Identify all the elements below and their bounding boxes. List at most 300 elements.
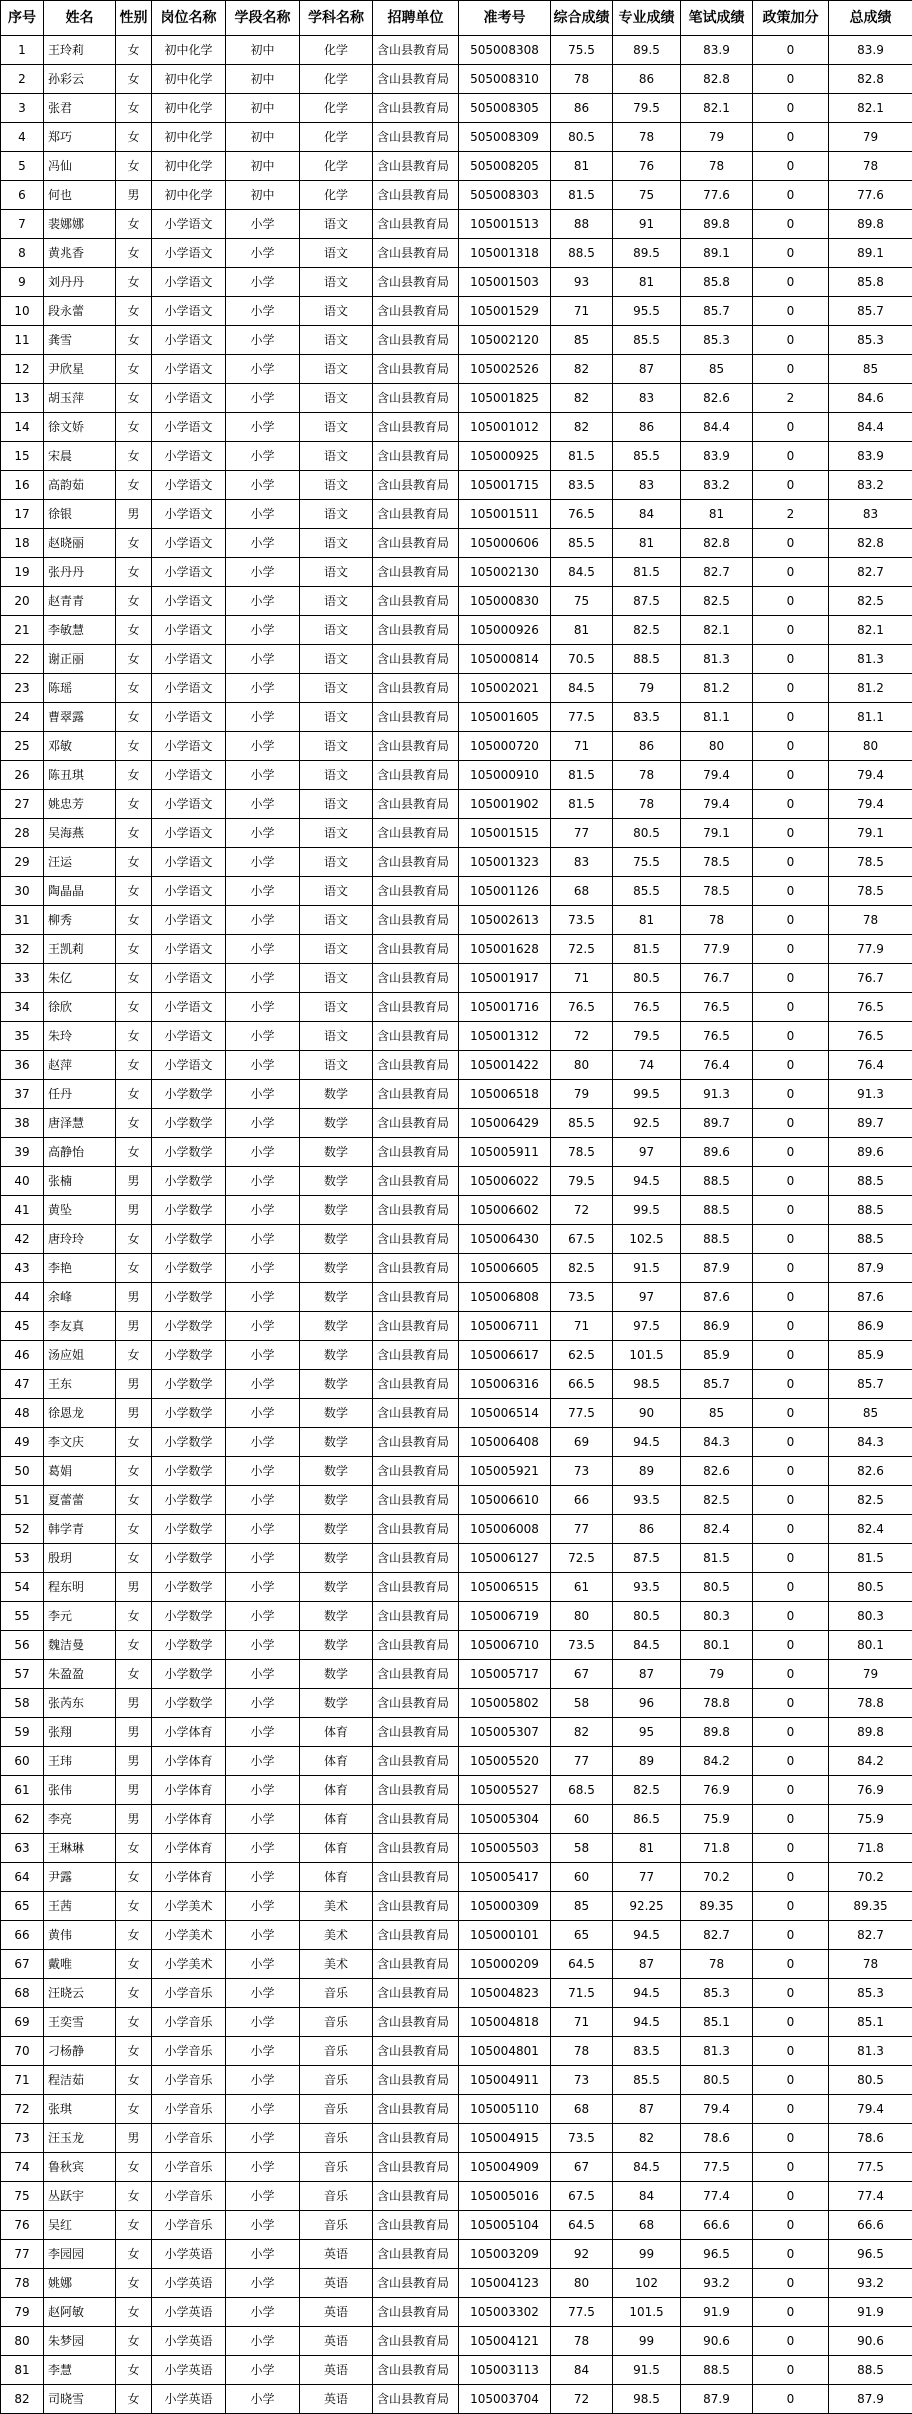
gender-cell: 女 xyxy=(116,2182,152,2211)
name-cell: 李友真 xyxy=(44,1312,116,1341)
employer-cell: 含山县教育局 xyxy=(373,1718,459,1747)
total-score-cell: 89.6 xyxy=(829,1138,912,1167)
written-score-cell: 82.7 xyxy=(681,558,753,587)
employer-cell: 含山县教育局 xyxy=(373,1196,459,1225)
exam-number-cell: 105000309 xyxy=(459,1892,551,1921)
employer-cell: 含山县教育局 xyxy=(373,616,459,645)
position-cell: 小学语文 xyxy=(152,1051,226,1080)
position-cell: 初中化学 xyxy=(152,123,226,152)
stage-cell: 小学 xyxy=(226,326,300,355)
exam-number-cell: 105001513 xyxy=(459,210,551,239)
position-cell: 小学数学 xyxy=(152,1109,226,1138)
subject-cell: 数学 xyxy=(300,1080,373,1109)
stage-cell: 小学 xyxy=(226,1312,300,1341)
policy-bonus-cell: 0 xyxy=(753,1254,829,1283)
professional-score-cell: 84.5 xyxy=(613,2153,681,2182)
index-cell: 35 xyxy=(1,1022,44,1051)
stage-cell: 小学 xyxy=(226,993,300,1022)
exam-number-cell: 105005304 xyxy=(459,1805,551,1834)
position-cell: 小学语文 xyxy=(152,732,226,761)
stage-cell: 小学 xyxy=(226,1080,300,1109)
general-score-cell: 78 xyxy=(551,65,613,94)
index-cell: 24 xyxy=(1,703,44,732)
name-cell: 王凯莉 xyxy=(44,935,116,964)
index-cell: 75 xyxy=(1,2182,44,2211)
position-cell: 小学英语 xyxy=(152,2298,226,2327)
exam-number-cell: 105006605 xyxy=(459,1254,551,1283)
employer-cell: 含山县教育局 xyxy=(373,1080,459,1109)
position-cell: 小学数学 xyxy=(152,1660,226,1689)
name-cell: 丛跃宇 xyxy=(44,2182,116,2211)
position-cell: 小学语文 xyxy=(152,326,226,355)
stage-cell: 小学 xyxy=(226,877,300,906)
table-row xyxy=(1,1080,912,1109)
name-cell: 韩学青 xyxy=(44,1515,116,1544)
name-cell: 朱梦园 xyxy=(44,2327,116,2356)
employer-cell: 含山县教育局 xyxy=(373,239,459,268)
subject-cell: 英语 xyxy=(300,2385,373,2414)
position-cell: 小学数学 xyxy=(152,1283,226,1312)
employer-cell: 含山县教育局 xyxy=(373,964,459,993)
stage-cell: 小学 xyxy=(226,645,300,674)
table-row xyxy=(1,732,912,761)
employer-cell: 含山县教育局 xyxy=(373,906,459,935)
name-cell: 曹翠露 xyxy=(44,703,116,732)
exam-number-cell: 105004915 xyxy=(459,2124,551,2153)
professional-score-cell: 102.5 xyxy=(613,1225,681,1254)
professional-score-cell: 99.5 xyxy=(613,1196,681,1225)
exam-number-cell: 105001312 xyxy=(459,1022,551,1051)
index-cell: 48 xyxy=(1,1399,44,1428)
written-score-cell: 89.8 xyxy=(681,210,753,239)
subject-cell: 英语 xyxy=(300,2327,373,2356)
stage-cell: 小学 xyxy=(226,442,300,471)
total-score-cell: 75.9 xyxy=(829,1805,912,1834)
stage-cell: 小学 xyxy=(226,1254,300,1283)
exam-number-cell: 105001515 xyxy=(459,819,551,848)
gender-cell: 女 xyxy=(116,1544,152,1573)
written-score-cell: 80.1 xyxy=(681,1631,753,1660)
written-score-cell: 85.7 xyxy=(681,297,753,326)
professional-score-cell: 81 xyxy=(613,529,681,558)
gender-cell: 女 xyxy=(116,152,152,181)
total-score-cell: 83.9 xyxy=(829,36,912,65)
name-cell: 刁杨静 xyxy=(44,2037,116,2066)
general-score-cell: 78.5 xyxy=(551,1138,613,1167)
index-cell: 58 xyxy=(1,1689,44,1718)
table-row xyxy=(1,2298,912,2327)
exam-number-cell: 105005307 xyxy=(459,1718,551,1747)
gender-cell: 女 xyxy=(116,1921,152,1950)
general-score-cell: 81 xyxy=(551,152,613,181)
policy-bonus-cell: 0 xyxy=(753,471,829,500)
gender-cell: 女 xyxy=(116,1486,152,1515)
written-score-cell: 81 xyxy=(681,500,753,529)
written-score-cell: 82.1 xyxy=(681,94,753,123)
policy-bonus-cell: 0 xyxy=(753,1950,829,1979)
stage-cell: 小学 xyxy=(226,964,300,993)
subject-cell: 美术 xyxy=(300,1921,373,1950)
written-score-cell: 76.5 xyxy=(681,993,753,1022)
professional-score-cell: 79 xyxy=(613,674,681,703)
gender-cell: 女 xyxy=(116,2153,152,2182)
stage-cell: 初中 xyxy=(226,152,300,181)
written-score-cell: 78 xyxy=(681,152,753,181)
total-score-cell: 93.2 xyxy=(829,2269,912,2298)
table-row xyxy=(1,2153,912,2182)
total-score-cell: 81.5 xyxy=(829,1544,912,1573)
exam-number-cell: 105006408 xyxy=(459,1428,551,1457)
stage-cell: 初中 xyxy=(226,94,300,123)
professional-score-cell: 85.5 xyxy=(613,877,681,906)
total-score-cell: 80.5 xyxy=(829,1573,912,1602)
index-cell: 74 xyxy=(1,2153,44,2182)
general-score-cell: 73 xyxy=(551,2066,613,2095)
gender-cell: 女 xyxy=(116,326,152,355)
gender-cell: 女 xyxy=(116,2385,152,2414)
stage-cell: 小学 xyxy=(226,355,300,384)
policy-bonus-cell: 0 xyxy=(753,2153,829,2182)
position-cell: 小学语文 xyxy=(152,587,226,616)
policy-bonus-cell: 0 xyxy=(753,529,829,558)
policy-bonus-cell: 0 xyxy=(753,1341,829,1370)
position-cell: 小学语文 xyxy=(152,964,226,993)
subject-cell: 数学 xyxy=(300,1660,373,1689)
subject-cell: 美术 xyxy=(300,1892,373,1921)
subject-cell: 音乐 xyxy=(300,2095,373,2124)
policy-bonus-cell: 0 xyxy=(753,1051,829,1080)
policy-bonus-cell: 0 xyxy=(753,1225,829,1254)
exam-number-cell: 105002021 xyxy=(459,674,551,703)
policy-bonus-cell: 2 xyxy=(753,500,829,529)
index-cell: 39 xyxy=(1,1138,44,1167)
subject-cell: 数学 xyxy=(300,1515,373,1544)
exam-number-cell: 105000720 xyxy=(459,732,551,761)
position-cell: 小学音乐 xyxy=(152,2153,226,2182)
general-score-cell: 66 xyxy=(551,1486,613,1515)
subject-cell: 语文 xyxy=(300,616,373,645)
header-name: 姓名 xyxy=(44,1,116,36)
general-score-cell: 72 xyxy=(551,2385,613,2414)
general-score-cell: 82 xyxy=(551,384,613,413)
name-cell: 朱亿 xyxy=(44,964,116,993)
general-score-cell: 82.5 xyxy=(551,1254,613,1283)
stage-cell: 小学 xyxy=(226,558,300,587)
subject-cell: 化学 xyxy=(300,152,373,181)
employer-cell: 含山县教育局 xyxy=(373,1312,459,1341)
employer-cell: 含山县教育局 xyxy=(373,2327,459,2356)
exam-number-cell: 105000209 xyxy=(459,1950,551,1979)
gender-cell: 女 xyxy=(116,877,152,906)
position-cell: 小学美术 xyxy=(152,1950,226,1979)
total-score-cell: 71.8 xyxy=(829,1834,912,1863)
professional-score-cell: 80.5 xyxy=(613,1602,681,1631)
exam-number-cell: 105006710 xyxy=(459,1631,551,1660)
position-cell: 小学数学 xyxy=(152,1486,226,1515)
general-score-cell: 66.5 xyxy=(551,1370,613,1399)
table-row xyxy=(1,703,912,732)
professional-score-cell: 84 xyxy=(613,500,681,529)
gender-cell: 女 xyxy=(116,1950,152,1979)
written-score-cell: 76.5 xyxy=(681,1022,753,1051)
name-cell: 唐玲玲 xyxy=(44,1225,116,1254)
employer-cell: 含山县教育局 xyxy=(373,1573,459,1602)
policy-bonus-cell: 0 xyxy=(753,848,829,877)
general-score-cell: 88 xyxy=(551,210,613,239)
professional-score-cell: 89 xyxy=(613,1457,681,1486)
employer-cell: 含山县教育局 xyxy=(373,2124,459,2153)
written-score-cell: 79.4 xyxy=(681,2095,753,2124)
employer-cell: 含山县教育局 xyxy=(373,355,459,384)
policy-bonus-cell: 0 xyxy=(753,2182,829,2211)
table-row xyxy=(1,1979,912,2008)
general-score-cell: 88.5 xyxy=(551,239,613,268)
total-score-cell: 85.3 xyxy=(829,1979,912,2008)
name-cell: 夏蕾蕾 xyxy=(44,1486,116,1515)
position-cell: 小学体育 xyxy=(152,1805,226,1834)
stage-cell: 小学 xyxy=(226,1167,300,1196)
gender-cell: 女 xyxy=(116,384,152,413)
general-score-cell: 64.5 xyxy=(551,1950,613,1979)
exam-number-cell: 105000606 xyxy=(459,529,551,558)
written-score-cell: 78.5 xyxy=(681,877,753,906)
total-score-cell: 81.1 xyxy=(829,703,912,732)
exam-number-cell: 105005503 xyxy=(459,1834,551,1863)
professional-score-cell: 91 xyxy=(613,210,681,239)
employer-cell: 含山县教育局 xyxy=(373,848,459,877)
name-cell: 殷玥 xyxy=(44,1544,116,1573)
total-score-cell: 76.5 xyxy=(829,993,912,1022)
professional-score-cell: 96 xyxy=(613,1689,681,1718)
stage-cell: 小学 xyxy=(226,848,300,877)
stage-cell: 初中 xyxy=(226,123,300,152)
policy-bonus-cell: 0 xyxy=(753,674,829,703)
employer-cell: 含山县教育局 xyxy=(373,2298,459,2327)
position-cell: 小学音乐 xyxy=(152,2095,226,2124)
subject-cell: 化学 xyxy=(300,123,373,152)
employer-cell: 含山县教育局 xyxy=(373,2182,459,2211)
index-cell: 12 xyxy=(1,355,44,384)
exam-number-cell: 105006518 xyxy=(459,1080,551,1109)
written-score-cell: 85.3 xyxy=(681,1979,753,2008)
gender-cell: 女 xyxy=(116,268,152,297)
gender-cell: 女 xyxy=(116,2008,152,2037)
exam-number-cell: 105000910 xyxy=(459,761,551,790)
exam-number-cell: 105005921 xyxy=(459,1457,551,1486)
written-score-cell: 85 xyxy=(681,355,753,384)
professional-score-cell: 82 xyxy=(613,2124,681,2153)
employer-cell: 含山县教育局 xyxy=(373,2037,459,2066)
stage-cell: 小学 xyxy=(226,1631,300,1660)
stage-cell: 小学 xyxy=(226,471,300,500)
index-cell: 41 xyxy=(1,1196,44,1225)
employer-cell: 含山县教育局 xyxy=(373,645,459,674)
name-cell: 葛娟 xyxy=(44,1457,116,1486)
general-score-cell: 82 xyxy=(551,355,613,384)
professional-score-cell: 68 xyxy=(613,2211,681,2240)
employer-cell: 含山县教育局 xyxy=(373,2095,459,2124)
total-score-cell: 82.1 xyxy=(829,94,912,123)
policy-bonus-cell: 0 xyxy=(753,181,829,210)
position-cell: 小学语文 xyxy=(152,471,226,500)
table-row xyxy=(1,1109,912,1138)
index-cell: 42 xyxy=(1,1225,44,1254)
policy-bonus-cell: 0 xyxy=(753,1370,829,1399)
exam-number-cell: 105002526 xyxy=(459,355,551,384)
total-score-cell: 78.5 xyxy=(829,877,912,906)
written-score-cell: 79.4 xyxy=(681,790,753,819)
policy-bonus-cell: 0 xyxy=(753,819,829,848)
name-cell: 姚娜 xyxy=(44,2269,116,2298)
general-score-cell: 79 xyxy=(551,1080,613,1109)
policy-bonus-cell: 0 xyxy=(753,123,829,152)
index-cell: 60 xyxy=(1,1747,44,1776)
name-cell: 赵阿敏 xyxy=(44,2298,116,2327)
general-score-cell: 82 xyxy=(551,1718,613,1747)
written-score-cell: 77.5 xyxy=(681,2153,753,2182)
index-cell: 67 xyxy=(1,1950,44,1979)
general-score-cell: 77.5 xyxy=(551,1399,613,1428)
policy-bonus-cell: 0 xyxy=(753,355,829,384)
stage-cell: 小学 xyxy=(226,935,300,964)
index-cell: 49 xyxy=(1,1428,44,1457)
policy-bonus-cell: 0 xyxy=(753,1805,829,1834)
name-cell: 李艳 xyxy=(44,1254,116,1283)
total-score-cell: 76.7 xyxy=(829,964,912,993)
total-score-cell: 77.5 xyxy=(829,2153,912,2182)
table-row xyxy=(1,1573,912,1602)
subject-cell: 音乐 xyxy=(300,2124,373,2153)
written-score-cell: 75.9 xyxy=(681,1805,753,1834)
table-row xyxy=(1,1428,912,1457)
name-cell: 司晓雪 xyxy=(44,2385,116,2414)
index-cell: 68 xyxy=(1,1979,44,2008)
gender-cell: 女 xyxy=(116,1602,152,1631)
gender-cell: 女 xyxy=(116,645,152,674)
gender-cell: 男 xyxy=(116,1776,152,1805)
name-cell: 赵萍 xyxy=(44,1051,116,1080)
name-cell: 孙彩云 xyxy=(44,65,116,94)
subject-cell: 语文 xyxy=(300,732,373,761)
policy-bonus-cell: 0 xyxy=(753,1457,829,1486)
employer-cell: 含山县教育局 xyxy=(373,1544,459,1573)
total-score-cell: 89.7 xyxy=(829,1109,912,1138)
table-row xyxy=(1,1631,912,1660)
professional-score-cell: 99 xyxy=(613,2327,681,2356)
gender-cell: 女 xyxy=(116,1428,152,1457)
stage-cell: 小学 xyxy=(226,1718,300,1747)
written-score-cell: 81.3 xyxy=(681,2037,753,2066)
table-row xyxy=(1,152,912,181)
index-cell: 55 xyxy=(1,1602,44,1631)
total-score-cell: 79.4 xyxy=(829,790,912,819)
stage-cell: 小学 xyxy=(226,732,300,761)
name-cell: 余峰 xyxy=(44,1283,116,1312)
total-score-cell: 89.1 xyxy=(829,239,912,268)
table-row xyxy=(1,1776,912,1805)
policy-bonus-cell: 0 xyxy=(753,1776,829,1805)
position-cell: 小学体育 xyxy=(152,1834,226,1863)
name-cell: 任丹 xyxy=(44,1080,116,1109)
exam-number-cell: 105004801 xyxy=(459,2037,551,2066)
employer-cell: 含山县教育局 xyxy=(373,1283,459,1312)
exam-number-cell: 105001126 xyxy=(459,877,551,906)
name-cell: 谢正丽 xyxy=(44,645,116,674)
name-cell: 徐欣 xyxy=(44,993,116,1022)
position-cell: 小学英语 xyxy=(152,2356,226,2385)
exam-number-cell: 105001716 xyxy=(459,993,551,1022)
general-score-cell: 64.5 xyxy=(551,2211,613,2240)
subject-cell: 化学 xyxy=(300,65,373,94)
subject-cell: 英语 xyxy=(300,2240,373,2269)
written-score-cell: 84.3 xyxy=(681,1428,753,1457)
written-score-cell: 83.9 xyxy=(681,442,753,471)
name-cell: 尹欣星 xyxy=(44,355,116,384)
professional-score-cell: 93.5 xyxy=(613,1573,681,1602)
table-row xyxy=(1,500,912,529)
table-row xyxy=(1,2066,912,2095)
exam-number-cell: 105001318 xyxy=(459,239,551,268)
employer-cell: 含山县教育局 xyxy=(373,297,459,326)
exam-number-cell: 105001917 xyxy=(459,964,551,993)
professional-score-cell: 79.5 xyxy=(613,94,681,123)
position-cell: 小学语文 xyxy=(152,355,226,384)
table-row xyxy=(1,94,912,123)
stage-cell: 小学 xyxy=(226,1486,300,1515)
employer-cell: 含山县教育局 xyxy=(373,790,459,819)
written-score-cell: 76.7 xyxy=(681,964,753,993)
professional-score-cell: 97 xyxy=(613,1138,681,1167)
written-score-cell: 91.9 xyxy=(681,2298,753,2327)
name-cell: 戴唯 xyxy=(44,1950,116,1979)
policy-bonus-cell: 0 xyxy=(753,1312,829,1341)
table-row xyxy=(1,297,912,326)
stage-cell: 小学 xyxy=(226,1689,300,1718)
general-score-cell: 72 xyxy=(551,1196,613,1225)
policy-bonus-cell: 0 xyxy=(753,239,829,268)
professional-score-cell: 75.5 xyxy=(613,848,681,877)
gender-cell: 男 xyxy=(116,1399,152,1428)
position-cell: 小学数学 xyxy=(152,1312,226,1341)
employer-cell: 含山县教育局 xyxy=(373,993,459,1022)
gender-cell: 女 xyxy=(116,1631,152,1660)
table-row xyxy=(1,616,912,645)
employer-cell: 含山县教育局 xyxy=(373,587,459,616)
gender-cell: 女 xyxy=(116,819,152,848)
general-score-cell: 58 xyxy=(551,1834,613,1863)
written-score-cell: 89.6 xyxy=(681,1138,753,1167)
total-score-cell: 82.7 xyxy=(829,558,912,587)
stage-cell: 小学 xyxy=(226,2385,300,2414)
stage-cell: 小学 xyxy=(226,1747,300,1776)
name-cell: 张君 xyxy=(44,94,116,123)
table-row xyxy=(1,848,912,877)
table-row xyxy=(1,2124,912,2153)
policy-bonus-cell: 0 xyxy=(753,877,829,906)
policy-bonus-cell: 0 xyxy=(753,1747,829,1776)
header-total-score: 总成绩 xyxy=(829,1,912,36)
policy-bonus-cell: 0 xyxy=(753,1283,829,1312)
exam-number-cell: 105004121 xyxy=(459,2327,551,2356)
written-score-cell: 84.2 xyxy=(681,1747,753,1776)
name-cell: 赵晓丽 xyxy=(44,529,116,558)
employer-cell: 含山县教育局 xyxy=(373,1109,459,1138)
gender-cell: 女 xyxy=(116,1022,152,1051)
name-cell: 魏洁曼 xyxy=(44,1631,116,1660)
name-cell: 程洁茹 xyxy=(44,2066,116,2095)
gender-cell: 男 xyxy=(116,1167,152,1196)
total-score-cell: 88.5 xyxy=(829,1196,912,1225)
